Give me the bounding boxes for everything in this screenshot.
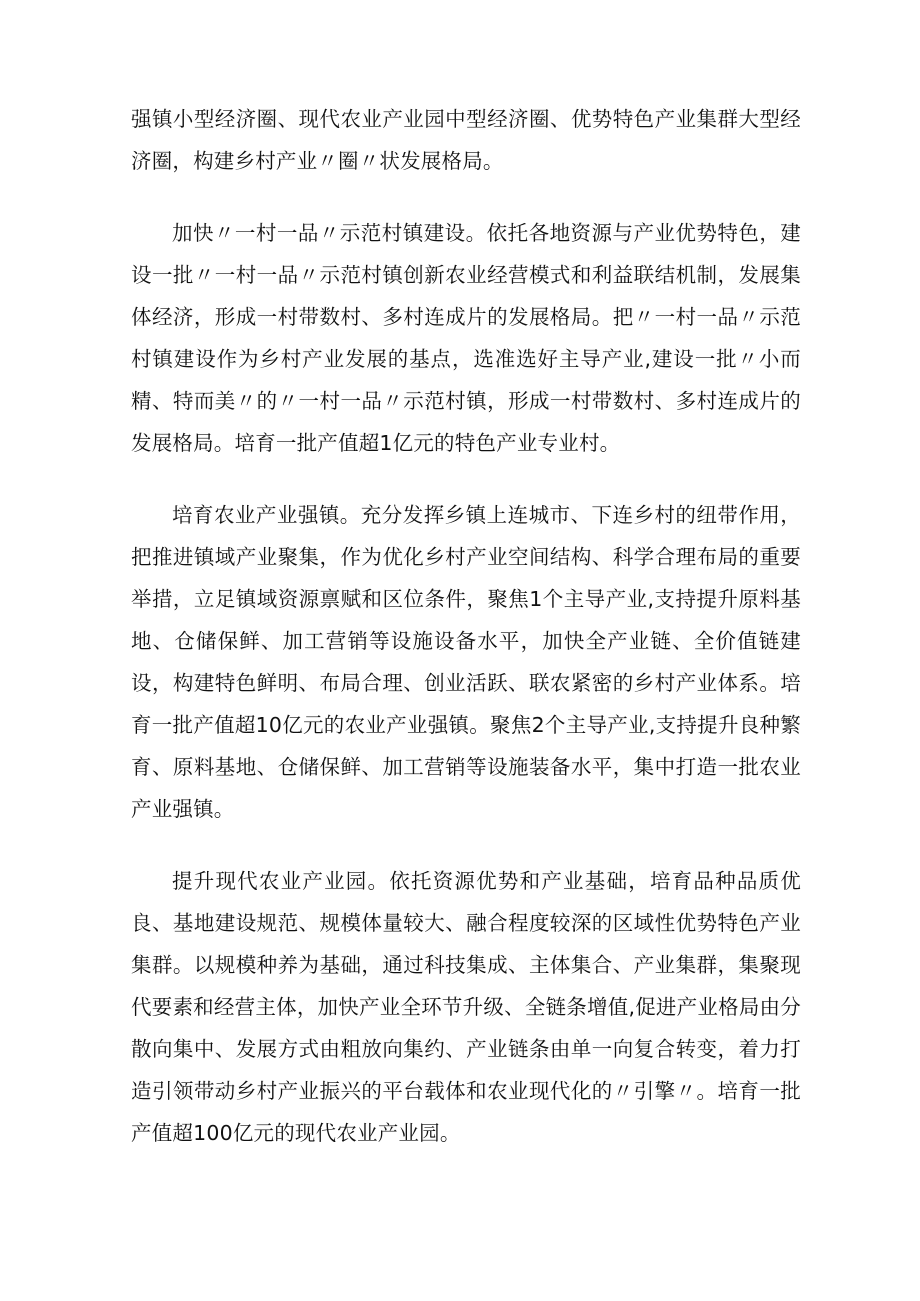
paragraph-one-village-one-product: 加快〃一村一品〃示范村镇建设。依托各地资源与产业优势特色，建设一批〃一村一品〃示范村镇创新农业经营模式和利益联结机制，发展集体经济，形成一村带数村、多村连成片的发展格局。把〃一村一品〃示范村镇建设作为乡村产业发展的基点，选准选好主导产业,建设一批〃小而精、特而美〃的〃一村一品〃示范村镇，形成一村带数村、多村连成片的发展格局。培育一批产值超1亿元的特色产业专业村。 [131,221,801,455]
paragraph-continuation: 强镇小型经济圈、现代农业产业园中型经济圈、优势特色产业集群大型经济圈，构建乡村产业〃圈〃状发展格局。 [131,107,801,173]
document-body [131,98,801,1184]
paragraph-modern-agriculture-park: 提升现代农业产业园。依托资源优势和产业基础，培育品种品质优良、基地建设规范、规模体量较大、融合程度较深的区域性优势特色产业集群。以规模种养为基础，通过科技集成、主体集合、产业集群，集聚现代要素和经营主体，加快产业全环节升级、全链条增值,促进产业格局由分散向集中、发展方式由粗放向集约、产业链条由单一向复合转变，着力打造引领带动乡村产业振兴的平台载体和农业现代化的〃引擎〃。培育一批产值超100亿元的现代农业产业园。 [131,869,801,1145]
paragraph-industry-strong-town: 培育农业产业强镇。充分发挥乡镇上连城市、下连乡村的纽带作用，把推进镇域产业聚集，作为优化乡村产业空间结构、科学合理布局的重要举措，立足镇域资源禀赋和区位条件，聚焦1个主导产业,支持提升原料基地、仓储保鲜、加工营销等设施设备水平，加快全产业链、全价值链建设，构建特色鲜明、布局合理、创业活跃、联农紧密的乡村产业体系。培育一批产值超10亿元的农业产业强镇。聚焦2个主导产业,支持提升良种繁育、原料基地、仓储保鲜、加工营销等设施装备水平，集中打造一批农业产业强镇。 [131,503,801,821]
